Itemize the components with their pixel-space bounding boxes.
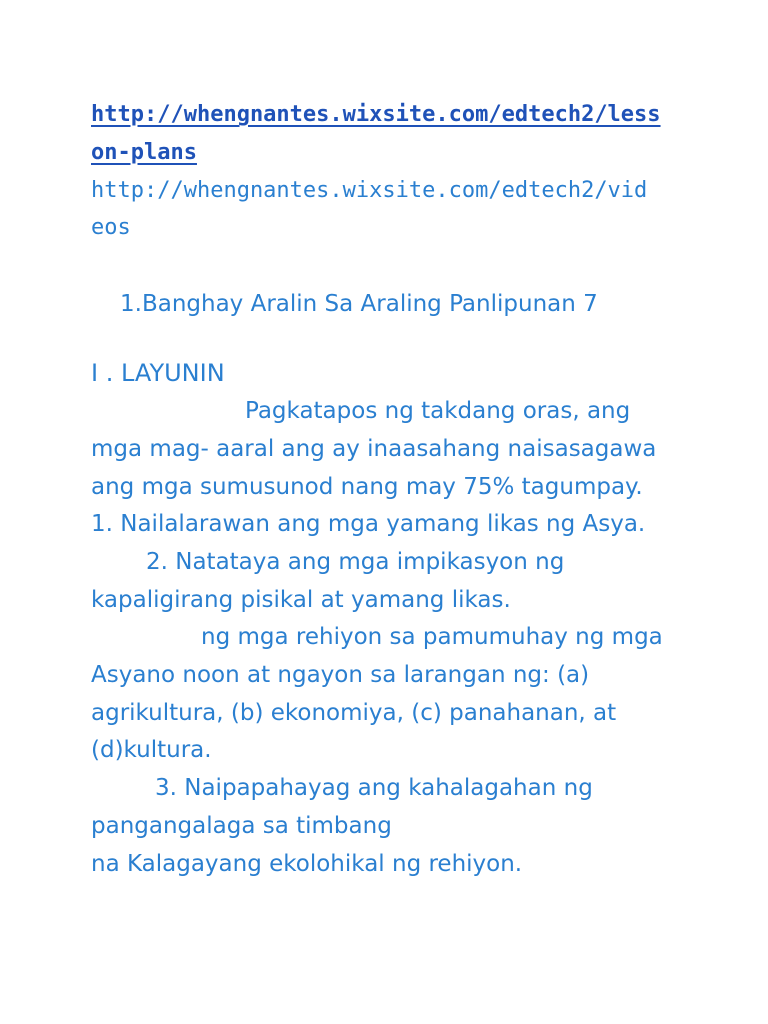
objective-1: 1. Nailalarawan ang mga yamang likas ng Asya. [91, 511, 646, 537]
objective-2-line-1: 2. Natataya ang mga impikasyon ng [146, 549, 565, 575]
document-title: 1.Banghay Aralin Sa Araling Panlipunan 7 [120, 291, 598, 317]
intro-line-2: mga mag- aaral ang ay inaasahang naisasagawa [91, 436, 657, 462]
objective-2-line-6: (d)kultura. [91, 737, 212, 763]
section-heading: I . LAYUNIN [91, 359, 225, 387]
objective-3-line-1: 3. Naipapahayag ang kahalagahan ng [155, 775, 593, 801]
objective-3-line-3: na Kalagayang ekolohikal ng rehiyon. [91, 851, 523, 877]
objective-2-line-5: agrikultura, (b) ekonomiya, (c) panahanan, at [91, 700, 617, 726]
lesson-plans-link[interactable]: http://whengnantes.wixsite.com/edtech2/less [91, 102, 661, 127]
objective-2-line-4: Asyano noon at ngayon sa larangan ng: (a) [91, 662, 590, 688]
videos-url-continued: eos [91, 215, 131, 240]
lesson-plans-link-continued[interactable]: on-plans [91, 140, 197, 165]
objective-3-line-2: pangangalaga sa timbang [91, 813, 392, 839]
objective-2-line-3: ng mga rehiyon sa pamumuhay ng mga [201, 624, 663, 650]
intro-line-3: ang mga sumusunod nang may 75% tagumpay. [91, 474, 643, 500]
videos-url: http://whengnantes.wixsite.com/edtech2/vid [91, 178, 648, 203]
objective-2-line-2: kapaligirang pisikal at yamang likas. [91, 587, 511, 613]
intro-line-1: Pagkatapos ng takdang oras, ang [245, 398, 631, 424]
